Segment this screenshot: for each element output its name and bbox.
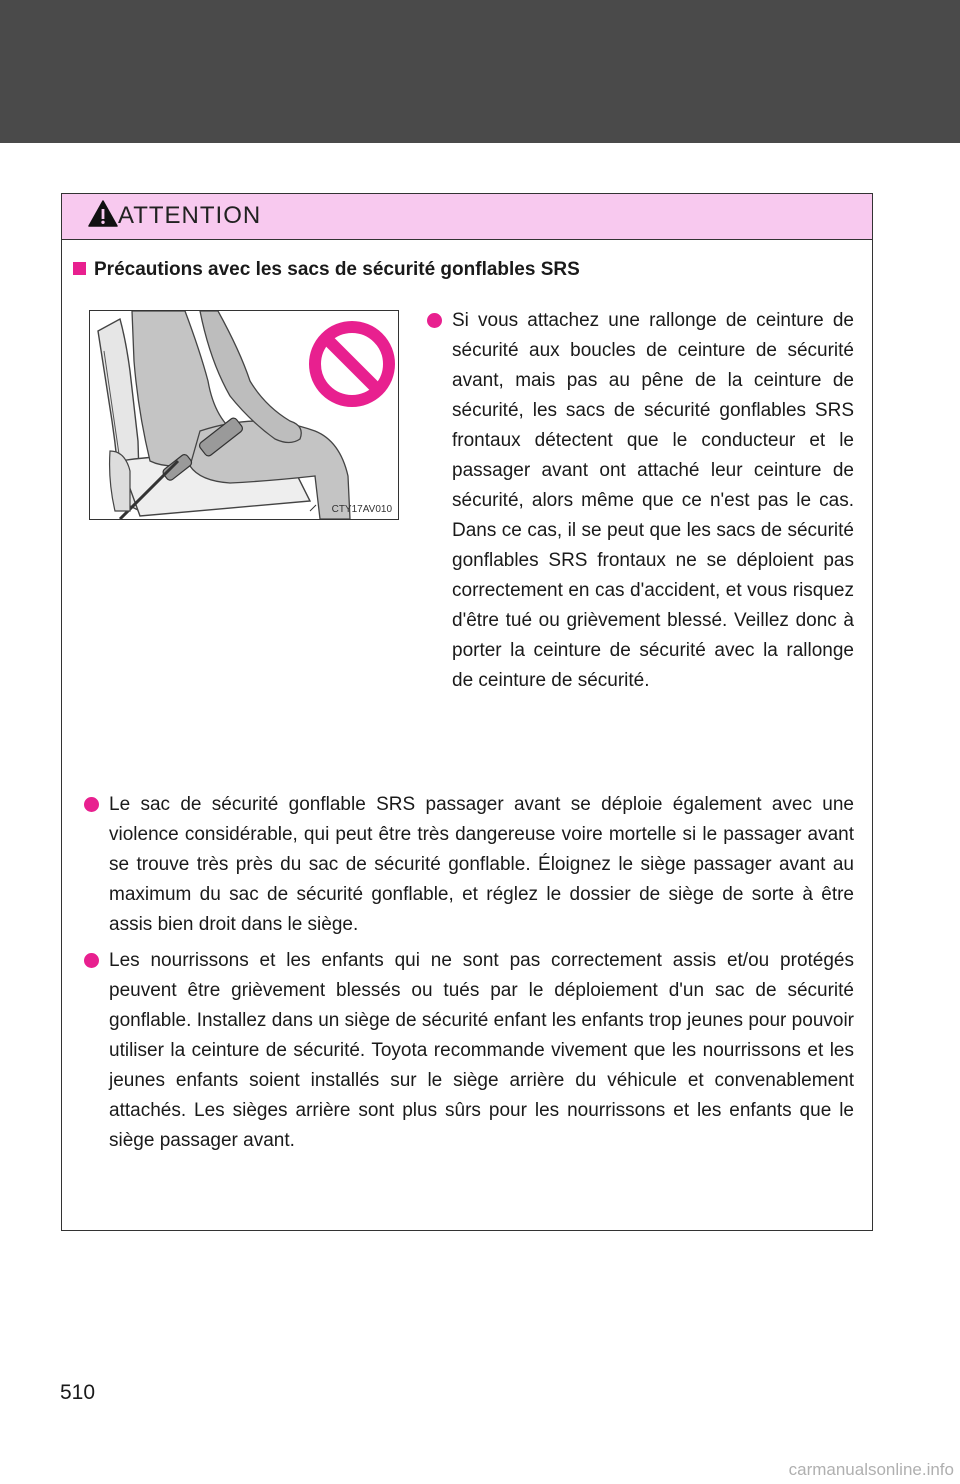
bullet-passenger-airbag: Le sac de sécurité gonflable SRS passager avant se déploie également avec une violence considérable, qui peut être très dangereuse voire mortelle si le passager avant se trouve très près du sac de sécurité gonflable. Éloignez le siège passager avant au maximum du sac de sécurité gonflable, et réglez le dossier de siège de sorte à être assis bien droit dans le siège. — [109, 794, 854, 935]
warning-triangle-icon — [88, 200, 118, 227]
seatbelt-extender-illustration — [89, 310, 399, 520]
warning-header — [62, 194, 872, 240]
section-heading — [73, 259, 580, 281]
warning-title: ATTENTION — [118, 202, 262, 229]
watermark: carmanualsonline.info — [788, 1460, 954, 1479]
prohibition-sign-icon — [315, 327, 389, 401]
bullet-dot-icon — [84, 797, 99, 812]
section-heading-text: Précautions avec les sacs de sécurité gonflables SRS — [94, 259, 580, 280]
page-number: 510 — [60, 1381, 96, 1404]
square-bullet-icon — [73, 262, 86, 275]
warning-box — [61, 193, 873, 1231]
illustration-code: CTY17AV010 — [331, 504, 392, 515]
top-band — [0, 0, 960, 143]
bullet-dot-icon — [84, 953, 99, 968]
bullet-infants-children: Les nourrissons et les enfants qui ne sont pas correctement assis et/ou protégés peuvent être grièvement blessés ou tués par le déploiement d'un sac de sécurité gonflable. Installez dans un siège de sécurité enfant les enfants trop jeunes pour pouvoir utiliser la ceinture de sécurité. Toyota recommande vivement que les nourrissons et les jeunes enfants soient installés sur le siège arrière du véhicule et convenablement attachés. Les sièges arrière sont plus sûrs pour les nourrissons et les enfants que le siège passager avant. — [109, 950, 854, 1151]
bullet-seatbelt-extender: Si vous attachez une rallonge de ceinture de sécurité aux boucles de ceinture de sécurité avant, mais pas au pêne de la ceinture de sécurité, les sacs de sécurité gonflables SRS frontaux détectent que le conducteur et le passager avant ont attaché leur ceinture de sécurité, alors même que ce n'est pas le cas. Dans ce cas, il se peut que les sacs de sécurité gonflables SRS frontaux ne se déploient pas correctement en cas d'accident, et vous risquez d'être tué ou grièvement blessé. Veillez donc à porter la ceinture de sécurité avec la rallonge de ceinture de sécurité. — [452, 310, 854, 691]
bullet-dot-icon — [427, 313, 442, 328]
seated-passenger-drawing — [90, 311, 398, 519]
